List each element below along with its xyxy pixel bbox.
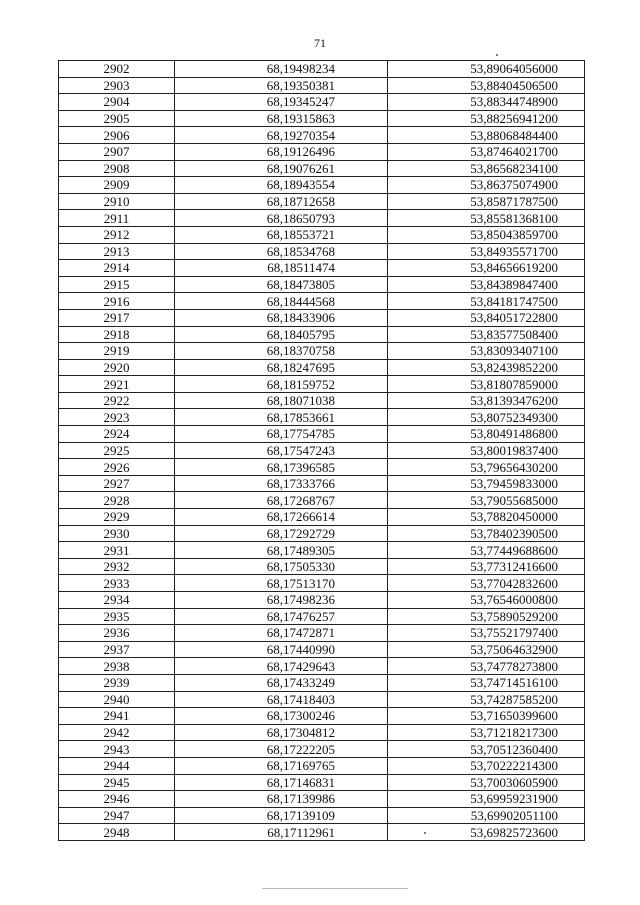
point-number-cell: 2902 <box>59 61 175 78</box>
y-coordinate-cell: 53,82439852200 <box>388 359 585 376</box>
y-coordinate-cell: 53,83577508400 <box>388 326 585 343</box>
x-coordinate-cell: 68,18534768 <box>175 243 388 260</box>
y-coordinate-cell: 53,85043859700 <box>388 226 585 243</box>
table-row <box>59 260 585 277</box>
point-number-cell: 2921 <box>59 376 175 393</box>
page-bottom-line <box>262 888 408 889</box>
x-coordinate-cell: 68,17396585 <box>175 459 388 476</box>
point-number-cell: 2906 <box>59 127 175 144</box>
x-coordinate-cell: 68,18553721 <box>175 226 388 243</box>
y-coordinate-cell: 53,81393476200 <box>388 392 585 409</box>
y-coordinate-cell: 53,74714516100 <box>388 674 585 691</box>
y-coordinate-cell: 53,74778273800 <box>388 658 585 675</box>
x-coordinate-cell: 68,17139109 <box>175 807 388 824</box>
point-number-cell: 2945 <box>59 774 175 791</box>
x-coordinate-cell: 68,19350381 <box>175 77 388 94</box>
y-coordinate-cell: 53,89064056000 <box>388 61 585 78</box>
y-coordinate-cell: 53,77312416600 <box>388 558 585 575</box>
point-number-cell: 2940 <box>59 691 175 708</box>
table-row <box>59 542 585 559</box>
y-coordinate-cell: 53,79656430200 <box>388 459 585 476</box>
point-number-cell: 2918 <box>59 326 175 343</box>
point-number-cell: 2909 <box>59 177 175 194</box>
table-row <box>59 61 585 78</box>
point-number-cell: 2948 <box>59 824 175 841</box>
point-number-cell: 2903 <box>59 77 175 94</box>
table-row <box>59 359 585 376</box>
table-row <box>59 110 585 127</box>
y-coordinate-cell: 53,80752349300 <box>388 409 585 426</box>
y-coordinate-cell: 53,88404506500 <box>388 77 585 94</box>
table-row <box>59 343 585 360</box>
x-coordinate-cell: 68,18247695 <box>175 359 388 376</box>
x-coordinate-cell: 68,19076261 <box>175 160 388 177</box>
x-coordinate-cell: 68,17292729 <box>175 525 388 542</box>
y-coordinate-cell: 53,75064632900 <box>388 641 585 658</box>
y-coordinate-cell: 53,84051722800 <box>388 309 585 326</box>
point-number-cell: 2907 <box>59 143 175 160</box>
x-coordinate-cell: 68,17853661 <box>175 409 388 426</box>
table-row <box>59 326 585 343</box>
x-coordinate-cell: 68,17498236 <box>175 592 388 609</box>
table-row <box>59 442 585 459</box>
point-number-cell: 2941 <box>59 708 175 725</box>
point-number-cell: 2934 <box>59 592 175 609</box>
y-coordinate-cell: 53,84935571700 <box>388 243 585 260</box>
y-coordinate-cell: 53,77042832600 <box>388 575 585 592</box>
table-row <box>59 724 585 741</box>
table-row <box>59 625 585 642</box>
x-coordinate-cell: 68,17333766 <box>175 475 388 492</box>
x-coordinate-cell: 68,18370758 <box>175 343 388 360</box>
table-row <box>59 807 585 824</box>
point-number-cell: 2944 <box>59 757 175 774</box>
y-coordinate-cell: 53,88344748900 <box>388 94 585 111</box>
point-number-cell: 2916 <box>59 293 175 310</box>
table-row <box>59 127 585 144</box>
x-coordinate-cell: 68,17418403 <box>175 691 388 708</box>
x-coordinate-cell: 68,17112961 <box>175 824 388 841</box>
point-number-cell: 2919 <box>59 343 175 360</box>
point-number-cell: 2924 <box>59 426 175 443</box>
x-coordinate-cell: 68,18405795 <box>175 326 388 343</box>
table-row <box>59 691 585 708</box>
table-row <box>59 276 585 293</box>
y-coordinate-cell: 53,79055685000 <box>388 492 585 509</box>
x-coordinate-cell: 68,17300246 <box>175 708 388 725</box>
scan-speck <box>496 54 498 56</box>
table-row <box>59 143 585 160</box>
y-coordinate-cell: 53,75890529200 <box>388 608 585 625</box>
y-coordinate-cell: 53,80491486800 <box>388 426 585 443</box>
x-coordinate-cell: 68,19126496 <box>175 143 388 160</box>
y-coordinate-cell: 53,88256941200 <box>388 110 585 127</box>
point-number-cell: 2942 <box>59 724 175 741</box>
point-number-cell: 2937 <box>59 641 175 658</box>
x-coordinate-cell: 68,17433249 <box>175 674 388 691</box>
x-coordinate-cell: 68,18071038 <box>175 392 388 409</box>
y-coordinate-cell: 53,74287585200 <box>388 691 585 708</box>
table-row <box>59 525 585 542</box>
point-number-cell: 2929 <box>59 509 175 526</box>
table-row <box>59 309 585 326</box>
point-number-cell: 2927 <box>59 475 175 492</box>
y-coordinate-cell: 53,78820450000 <box>388 509 585 526</box>
y-coordinate-cell: 53,78402390500 <box>388 525 585 542</box>
point-number-cell: 2905 <box>59 110 175 127</box>
point-number-cell: 2930 <box>59 525 175 542</box>
table-row <box>59 243 585 260</box>
x-coordinate-cell: 68,17222205 <box>175 741 388 758</box>
y-coordinate-cell: 53,69902051100 <box>388 807 585 824</box>
point-number-cell: 2910 <box>59 193 175 210</box>
y-coordinate-cell: 53,70512360400 <box>388 741 585 758</box>
x-coordinate-cell: 68,17169765 <box>175 757 388 774</box>
y-coordinate-cell: 53,81807859000 <box>388 376 585 393</box>
table-row <box>59 824 585 841</box>
point-number-cell: 2911 <box>59 210 175 227</box>
x-coordinate-cell: 68,17268767 <box>175 492 388 509</box>
x-coordinate-cell: 68,19270354 <box>175 127 388 144</box>
point-number-cell: 2922 <box>59 392 175 409</box>
y-coordinate-cell: 53,70222214300 <box>388 757 585 774</box>
x-coordinate-cell: 68,19345247 <box>175 94 388 111</box>
point-number-cell: 2938 <box>59 658 175 675</box>
y-coordinate-cell: 53,84656619200 <box>388 260 585 277</box>
point-number-cell: 2925 <box>59 442 175 459</box>
table-row <box>59 210 585 227</box>
y-coordinate-cell: 53,79459833000 <box>388 475 585 492</box>
x-coordinate-cell: 68,17505330 <box>175 558 388 575</box>
y-coordinate-cell: 53,86375074900 <box>388 177 585 194</box>
table-row <box>59 77 585 94</box>
y-coordinate-cell: 53,70030605900 <box>388 774 585 791</box>
x-coordinate-cell: 68,18473805 <box>175 276 388 293</box>
x-coordinate-cell: 68,19315863 <box>175 110 388 127</box>
table-row <box>59 741 585 758</box>
table-row <box>59 509 585 526</box>
y-coordinate-cell: 53,69825723600 <box>388 824 585 841</box>
point-number-cell: 2928 <box>59 492 175 509</box>
x-coordinate-cell: 68,17429643 <box>175 658 388 675</box>
x-coordinate-cell: 68,18444568 <box>175 293 388 310</box>
table-row <box>59 774 585 791</box>
x-coordinate-cell: 68,17472871 <box>175 625 388 642</box>
point-number-cell: 2912 <box>59 226 175 243</box>
point-number-cell: 2939 <box>59 674 175 691</box>
table-row <box>59 674 585 691</box>
table-row <box>59 475 585 492</box>
x-coordinate-cell: 68,17476257 <box>175 608 388 625</box>
point-number-cell: 2915 <box>59 276 175 293</box>
table-row <box>59 376 585 393</box>
y-coordinate-cell: 53,85871787500 <box>388 193 585 210</box>
table-row <box>59 409 585 426</box>
x-coordinate-cell: 68,18511474 <box>175 260 388 277</box>
y-coordinate-cell: 53,85581368100 <box>388 210 585 227</box>
y-coordinate-cell: 53,77449688600 <box>388 542 585 559</box>
point-number-cell: 2936 <box>59 625 175 642</box>
x-coordinate-cell: 68,17266614 <box>175 509 388 526</box>
x-coordinate-cell: 68,17440990 <box>175 641 388 658</box>
point-number-cell: 2913 <box>59 243 175 260</box>
point-number-cell: 2935 <box>59 608 175 625</box>
point-number-cell: 2904 <box>59 94 175 111</box>
table-row <box>59 459 585 476</box>
point-number-cell: 2923 <box>59 409 175 426</box>
page-number: 71 <box>314 36 326 50</box>
coordinates-table-body <box>59 61 585 841</box>
table-row <box>59 426 585 443</box>
point-number-cell: 2933 <box>59 575 175 592</box>
x-coordinate-cell: 68,18650793 <box>175 210 388 227</box>
table-row <box>59 575 585 592</box>
point-number-cell: 2947 <box>59 807 175 824</box>
table-row <box>59 160 585 177</box>
table-row <box>59 226 585 243</box>
y-coordinate-cell: 53,86568234100 <box>388 160 585 177</box>
coordinates-table <box>58 60 585 841</box>
y-coordinate-cell: 53,88068484400 <box>388 127 585 144</box>
table-row <box>59 658 585 675</box>
y-coordinate-cell: 53,71218217300 <box>388 724 585 741</box>
x-coordinate-cell: 68,17513170 <box>175 575 388 592</box>
table-row <box>59 177 585 194</box>
x-coordinate-cell: 68,17139986 <box>175 791 388 808</box>
table-row <box>59 757 585 774</box>
x-coordinate-cell: 68,17146831 <box>175 774 388 791</box>
y-coordinate-cell: 53,87464021700 <box>388 143 585 160</box>
x-coordinate-cell: 68,18943554 <box>175 177 388 194</box>
table-row <box>59 558 585 575</box>
point-number-cell: 2920 <box>59 359 175 376</box>
table-row <box>59 592 585 609</box>
table-row <box>59 641 585 658</box>
point-number-cell: 2932 <box>59 558 175 575</box>
table-row <box>59 193 585 210</box>
y-coordinate-cell: 53,76546000800 <box>388 592 585 609</box>
x-coordinate-cell: 68,17304812 <box>175 724 388 741</box>
table-row <box>59 392 585 409</box>
x-coordinate-cell: 68,19498234 <box>175 61 388 78</box>
y-coordinate-cell: 53,80019837400 <box>388 442 585 459</box>
x-coordinate-cell: 68,18712658 <box>175 193 388 210</box>
point-number-cell: 2931 <box>59 542 175 559</box>
y-coordinate-cell: 53,75521797400 <box>388 625 585 642</box>
table-row <box>59 94 585 111</box>
point-number-cell: 2917 <box>59 309 175 326</box>
x-coordinate-cell: 68,17547243 <box>175 442 388 459</box>
table-row <box>59 791 585 808</box>
x-coordinate-cell: 68,18433906 <box>175 309 388 326</box>
y-coordinate-cell: 53,69959231900 <box>388 791 585 808</box>
x-coordinate-cell: 68,17489305 <box>175 542 388 559</box>
table-row <box>59 608 585 625</box>
point-number-cell: 2926 <box>59 459 175 476</box>
point-number-cell: 2908 <box>59 160 175 177</box>
y-coordinate-cell: 53,84181747500 <box>388 293 585 310</box>
table-row <box>59 293 585 310</box>
x-coordinate-cell: 68,18159752 <box>175 376 388 393</box>
table-row <box>59 492 585 509</box>
y-coordinate-cell: 53,84389847400 <box>388 276 585 293</box>
point-number-cell: 2946 <box>59 791 175 808</box>
point-number-cell: 2914 <box>59 260 175 277</box>
point-number-cell: 2943 <box>59 741 175 758</box>
table-row <box>59 708 585 725</box>
y-coordinate-cell: 53,83093407100 <box>388 343 585 360</box>
y-coordinate-cell: 53,71650399600 <box>388 708 585 725</box>
x-coordinate-cell: 68,17754785 <box>175 426 388 443</box>
